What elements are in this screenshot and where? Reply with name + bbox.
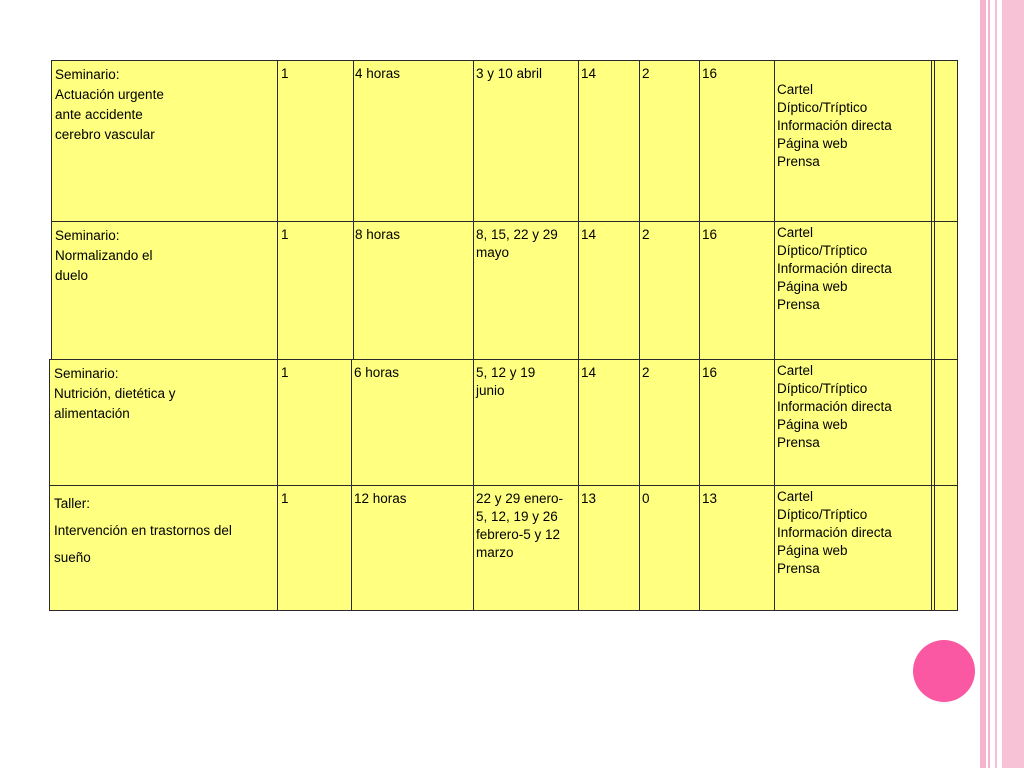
duration: 6 horas [354, 365, 400, 380]
course-title-line: Taller: [54, 496, 91, 511]
count-b: 2 [642, 227, 650, 242]
editions-count: 1 [281, 365, 289, 380]
media-item: Página web [777, 543, 848, 558]
media-item: Cartel [777, 82, 814, 97]
course-title-line: duelo [55, 268, 89, 283]
media-item: Página web [777, 136, 848, 151]
count-total: 16 [702, 227, 718, 242]
editions-count: 1 [281, 227, 289, 242]
duration: 8 horas [355, 227, 401, 242]
duration: 4 horas [355, 66, 401, 81]
dates-line: marzo [476, 545, 514, 560]
course-title [55, 65, 164, 145]
media-item: Cartel [777, 489, 814, 504]
editions-count: 1 [281, 491, 289, 506]
course-title-line: sueño [54, 550, 91, 565]
decorative-stripe [1002, 0, 1024, 768]
count-b: 0 [642, 491, 650, 506]
dates-line: 8, 15, 22 y 29 [476, 227, 558, 242]
table-row [49, 485, 958, 611]
media-item: Prensa [777, 154, 820, 169]
media-item: Cartel [777, 363, 814, 378]
dates [476, 490, 563, 562]
dates-line: 22 y 29 enero- [476, 491, 564, 506]
media-item: Díptico/Tríptico [777, 507, 868, 522]
course-title [54, 490, 232, 571]
media-item: Información directa [777, 261, 892, 276]
decorative-stripe [988, 0, 990, 768]
media-list [777, 224, 892, 314]
dates-line: 5, 12 y 19 [476, 365, 536, 380]
media-item: Prensa [777, 561, 820, 576]
media-item: Prensa [777, 435, 820, 450]
dates [476, 364, 535, 400]
course-title-line: Intervención en trastornos del [54, 523, 232, 538]
course-title [54, 364, 176, 424]
dates-line: febrero-5 y 12 [476, 527, 561, 542]
count-a: 14 [581, 365, 597, 380]
media-list [777, 488, 892, 578]
media-item: Página web [777, 279, 848, 294]
count-b: 2 [642, 66, 650, 81]
course-title-line: Seminario: [55, 67, 120, 82]
media-item: Díptico/Tríptico [777, 381, 868, 396]
media-item: Página web [777, 417, 848, 432]
count-total: 13 [702, 491, 718, 506]
media-item: Información directa [777, 399, 892, 414]
count-b: 2 [642, 365, 650, 380]
dates-line: 5, 12, 19 y 26 [476, 509, 558, 524]
table-row [51, 221, 958, 360]
media-list [777, 81, 892, 171]
editions-count: 1 [281, 66, 289, 81]
course-title [55, 226, 153, 286]
media-item: Prensa [777, 297, 820, 312]
dates [476, 65, 542, 83]
course-title-line: Actuación urgente [55, 87, 164, 102]
dates-line: junio [476, 383, 505, 398]
dates-line: 3 y 10 abril [476, 66, 543, 81]
course-title-line: ante accidente [55, 107, 143, 122]
course-title-line: Seminario: [54, 366, 119, 381]
course-title-line: alimentación [54, 406, 130, 421]
course-title-line: Seminario: [55, 228, 120, 243]
count-total: 16 [702, 365, 718, 380]
media-list [777, 362, 892, 452]
media-item: Cartel [777, 225, 814, 240]
decorative-stripe [980, 0, 986, 768]
count-total: 16 [702, 66, 718, 81]
dates [476, 226, 558, 262]
duration: 12 horas [354, 491, 407, 506]
dates-line: mayo [476, 245, 510, 260]
decorative-circle [913, 640, 975, 702]
course-title-line: Normalizando el [55, 248, 153, 263]
media-item: Díptico/Tríptico [777, 100, 868, 115]
media-item: Información directa [777, 525, 892, 540]
count-a: 13 [581, 491, 597, 506]
table-row [51, 60, 958, 222]
course-title-line: cerebro vascular [55, 127, 155, 142]
decorative-stripe [995, 0, 997, 768]
media-item: Información directa [777, 118, 892, 133]
count-a: 14 [581, 227, 597, 242]
course-title-line: Nutrición, dietética y [54, 386, 176, 401]
table-row [49, 359, 958, 486]
count-a: 14 [581, 66, 597, 81]
media-item: Díptico/Tríptico [777, 243, 868, 258]
